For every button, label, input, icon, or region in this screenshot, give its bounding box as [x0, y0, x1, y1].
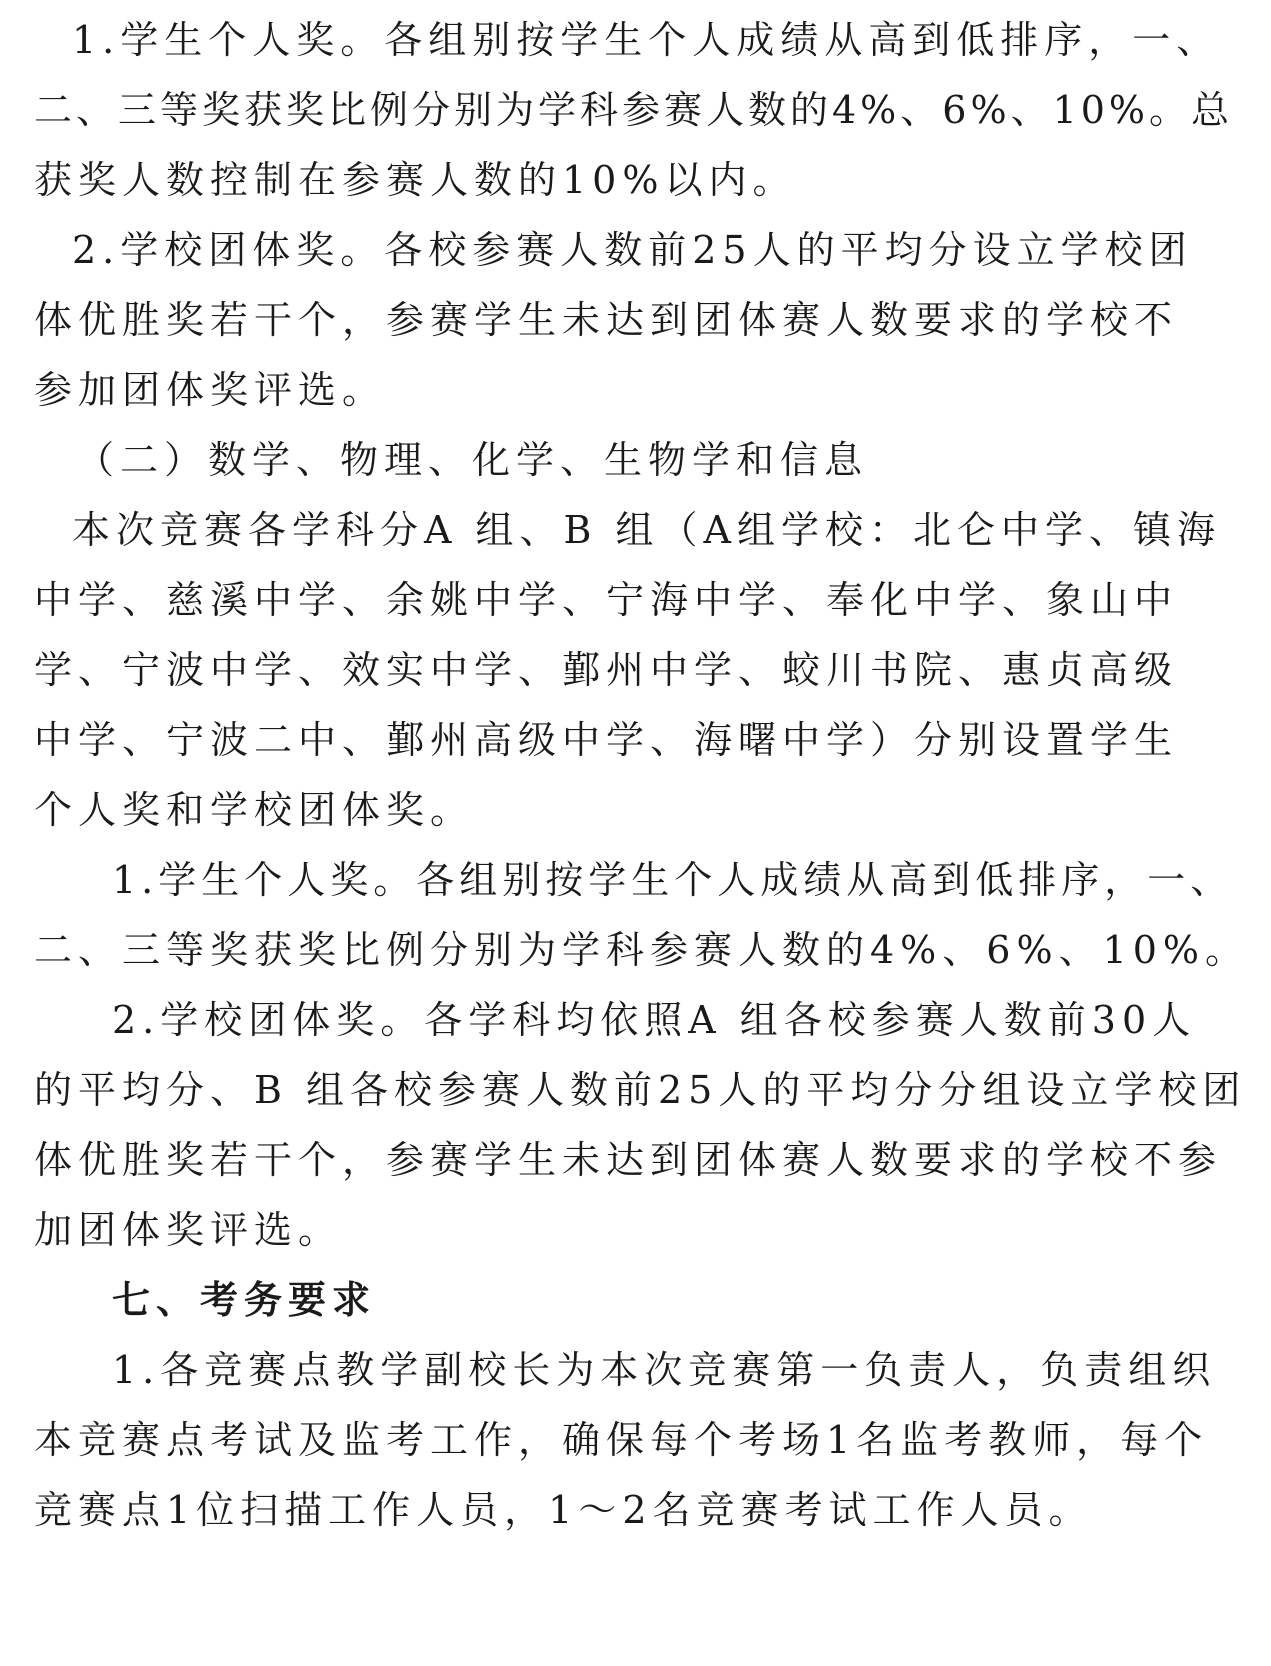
text-line: 竞赛点1位扫描工作人员，1～2名竞赛考试工作人员。 [34, 1488, 1093, 1532]
text-line: 个人奖和学校团体奖。 [34, 788, 475, 832]
text-line: 1.各竞赛点教学副校长为本次竞赛第一负责人，负责组织 [112, 1348, 1217, 1392]
text-line: 参加团体奖评选。 [34, 368, 387, 412]
section-heading: 七、考务要求 [112, 1277, 377, 1322]
text-line: 二、三等奖获奖比例分别为学科参赛人数的4%、6%、10%。总 [34, 88, 1234, 132]
text-line: 2.学校团体奖。各学科均依照A 组各校参赛人数前30人 [112, 998, 1197, 1042]
text-line: 本竞赛点考试及监考工作，确保每个考场1名监考教师，每个 [34, 1418, 1209, 1462]
text-line: 中学、慈溪中学、余姚中学、宁海中学、奉化中学、象山中 [34, 578, 1179, 622]
text-line: 1.学生个人奖。各组别按学生个人成绩从高到低排序，一、 [72, 18, 1221, 62]
text-line: 2.学校团体奖。各校参赛人数前25人的平均分设立学校团 [72, 228, 1193, 272]
text-line: 体优胜奖若干个，参赛学生未达到团体赛人数要求的学校不参 [34, 1138, 1223, 1182]
text-line: 加团体奖评选。 [34, 1208, 343, 1252]
text-line: 本次竞赛各学科分A 组、B 组（A组学校：北仑中学、镇海 [72, 508, 1221, 552]
text-line: 中学、宁波二中、鄞州高级中学、海曙中学）分别设置学生 [34, 718, 1179, 762]
text-line: 学、宁波中学、效实中学、鄞州中学、蛟川书院、惠贞高级 [34, 648, 1179, 692]
text-line: 获奖人数控制在参赛人数的10%以内。 [34, 158, 797, 202]
section-subheading: （二）数学、物理、化学、生物学和信息 [76, 438, 869, 482]
text-line: 二、三等奖获奖比例分别为学科参赛人数的4%、6%、10%。 [34, 928, 1250, 972]
text-line: 体优胜奖若干个，参赛学生未达到团体赛人数要求的学校不 [34, 298, 1179, 342]
text-line: 1.学生个人奖。各组别按学生个人成绩从高到低排序，一、 [112, 858, 1234, 902]
text-line: 的平均分、B 组各校参赛人数前25人的平均分分组设立学校团 [34, 1068, 1247, 1112]
